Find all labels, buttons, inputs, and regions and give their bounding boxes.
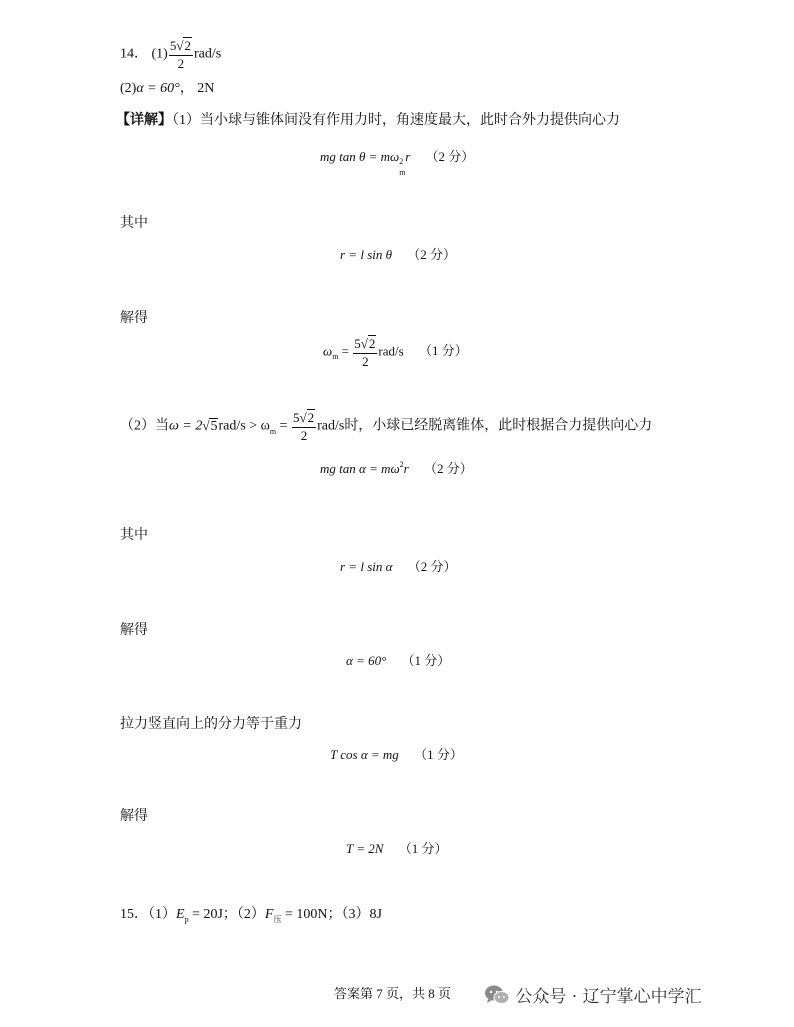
tension-text: 拉力竖直向上的分力等于重力 bbox=[120, 717, 302, 732]
q14-part1-unit: rad/s bbox=[193, 46, 222, 62]
q15-answer: 15．$(1)E_p = 20J$；$(2)F_压 = 100N$；（3）8J bbox=[120, 907, 382, 924]
equation-4: mg $\tan \alpha = m\omega^2r$ （2 分） bbox=[320, 460, 473, 476]
equation-8: T = 2N （1 分） bbox=[346, 841, 448, 856]
explain-intro: 【详解】（1）当小球与锥体间没有作用力时，角速度最大，此时合外力提供向心力 bbox=[116, 113, 620, 128]
equation-3: $\omega_m$ = $\frac{5√2}{2}$ rad/s （1 分） bbox=[323, 336, 468, 369]
equation-7: T cos α = mg （1 分） bbox=[330, 747, 463, 762]
solve-1: 解得 bbox=[120, 311, 148, 326]
page-footer: 答案第 7 页，共 8 页 bbox=[334, 986, 452, 1001]
equation-1: mg tan θ = mω 2 m r （2 分） bbox=[320, 149, 475, 177]
watermark-text: 公众号 · 辽宁掌心中学汇 bbox=[515, 987, 702, 1007]
where-1: 其中 bbox=[120, 216, 148, 231]
q14-part2-alpha: α = 60° bbox=[136, 81, 180, 96]
equation-6: α = 60° （1 分） bbox=[346, 653, 451, 668]
equation-5: r = l sin α （2 分） bbox=[340, 559, 457, 574]
q14-part1-fraction: $\frac{5√2}{2}$ bbox=[169, 38, 191, 71]
q14-number: 14． bbox=[120, 46, 148, 62]
wechat-icon bbox=[484, 984, 510, 1011]
equation-2: r = l sin θ （2 分） bbox=[340, 247, 457, 262]
solve-2: 解得 bbox=[120, 623, 148, 638]
q14-answer-line2: (2)α = 60°， 2N bbox=[120, 81, 215, 96]
q14-part2-force: 2N bbox=[197, 81, 215, 96]
equation-1-score: （2 分） bbox=[425, 149, 475, 164]
part2-intro: （2）当$\omega = 2√5rad/s > \omega_m$ = $\frac{5√2}{2}$ rad/s时，小球已经脱离锥体，此时根据合力提供向心力 bbox=[120, 410, 653, 443]
q14-answer-line1 bbox=[120, 38, 221, 71]
explain-tag: 【详解】 bbox=[116, 113, 172, 128]
solve-3: 解得 bbox=[120, 809, 148, 824]
where-2: 其中 bbox=[120, 528, 148, 543]
q14-part1-prefix: (1) bbox=[151, 46, 168, 62]
watermark bbox=[484, 982, 702, 1011]
